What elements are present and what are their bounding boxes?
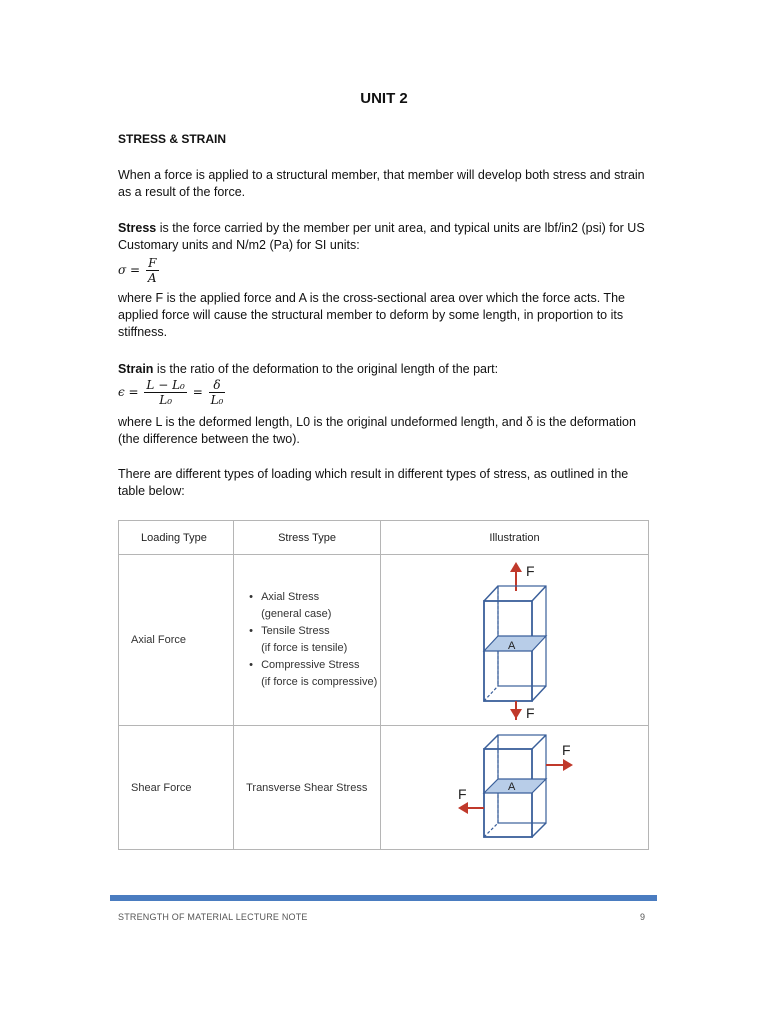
stress-type-list (235, 589, 379, 691)
stress-denominator: A (147, 271, 157, 285)
stress-types-table (118, 520, 649, 850)
stress-fraction (146, 256, 159, 285)
strain-formula-equals: = (192, 385, 203, 399)
footer-title: STRENGTH OF MATERIAL LECTURE NOTE (118, 912, 308, 922)
stress-formula-lhs: σ = (118, 263, 141, 277)
header-stress-type: Stress Type (234, 521, 381, 555)
strain-denominator-2: L₀ (210, 393, 224, 407)
bottom-force-label: F (526, 705, 535, 721)
list-item (261, 623, 379, 657)
unit-title: UNIT 2 (360, 90, 408, 107)
shear-force-illustration (382, 727, 647, 845)
strain-formula-lhs: ϵ = (118, 385, 139, 399)
table-row (119, 726, 649, 850)
shear-illustration-cell (381, 726, 649, 850)
stress-formula (118, 256, 161, 285)
stress-definition: is the force carried by the member per unit area, and typical units are lbf/in2 (psi) for US Customary units and N/m2 (Pa) for SI units: (118, 221, 645, 252)
left-force-label: F (458, 786, 467, 802)
list-item (261, 589, 379, 623)
table-row (119, 555, 649, 726)
loading-intro: There are different types of loading which result in different types of stress, as outlined in the table below: (118, 467, 629, 498)
stress-term: Stress (118, 221, 157, 235)
strain-fraction-1 (144, 378, 186, 407)
strain-numerator-1: L − L₀ (146, 378, 185, 392)
axial-illustration-cell (381, 555, 649, 726)
header-loading-type: Loading Type (119, 521, 234, 555)
loading-shear-force: Shear Force (119, 726, 234, 850)
strain-fraction-2 (209, 378, 226, 407)
stress-list-cell (234, 555, 381, 726)
section-heading: STRESS & STRAIN (118, 132, 227, 146)
stress-item-sub: (general case) (261, 608, 332, 620)
intro-paragraph: When a force is applied to a structural member, that member will develop both stress and strain as a result of the force. (118, 168, 645, 199)
header-illustration: Illustration (381, 521, 649, 555)
stress-paragraph (118, 220, 658, 254)
axial-force-illustration (382, 556, 647, 721)
strain-denominator-1: L₀ (159, 393, 173, 407)
strain-explanation: where L is the deformed length, L0 is the original undeformed length, and δ is the deformation (the difference between the two). (118, 415, 636, 446)
right-force-label: F (562, 742, 571, 758)
strain-paragraph (118, 361, 658, 378)
strain-formula (118, 378, 227, 407)
stress-item-main: Tensile Stress (261, 625, 330, 637)
shear-stress-type: Transverse Shear Stress (234, 726, 381, 850)
table-header-row (119, 521, 649, 555)
strain-term: Strain (118, 362, 154, 376)
list-item (261, 657, 379, 691)
top-arrowhead (510, 562, 522, 572)
area-label: A (508, 640, 516, 652)
stress-explanation: where F is the applied force and A is the cross-sectional area over which the force acts. The applied force will cause the structural member to deform by some length, in proportion to its stiffness. (118, 291, 625, 339)
loading-axial-force: Axial Force (119, 555, 234, 726)
stress-item-sub: (if force is compressive) (261, 676, 378, 688)
stress-item-main: Compressive Stress (261, 659, 360, 671)
strain-numerator-2: δ (209, 378, 226, 393)
bottom-arrowhead (510, 709, 522, 719)
stress-numerator: F (146, 256, 159, 271)
right-arrowhead (563, 759, 573, 771)
page-number: 9 (640, 912, 646, 922)
footer-accent-bar (110, 895, 657, 901)
top-force-label: F (526, 563, 535, 579)
stress-item-main: Axial Stress (261, 591, 320, 603)
stress-item-sub: (if force is tensile) (261, 642, 348, 654)
left-arrowhead (458, 802, 468, 814)
area-label: A (508, 781, 516, 793)
strain-definition: is the ratio of the deformation to the original length of the part: (153, 362, 499, 376)
